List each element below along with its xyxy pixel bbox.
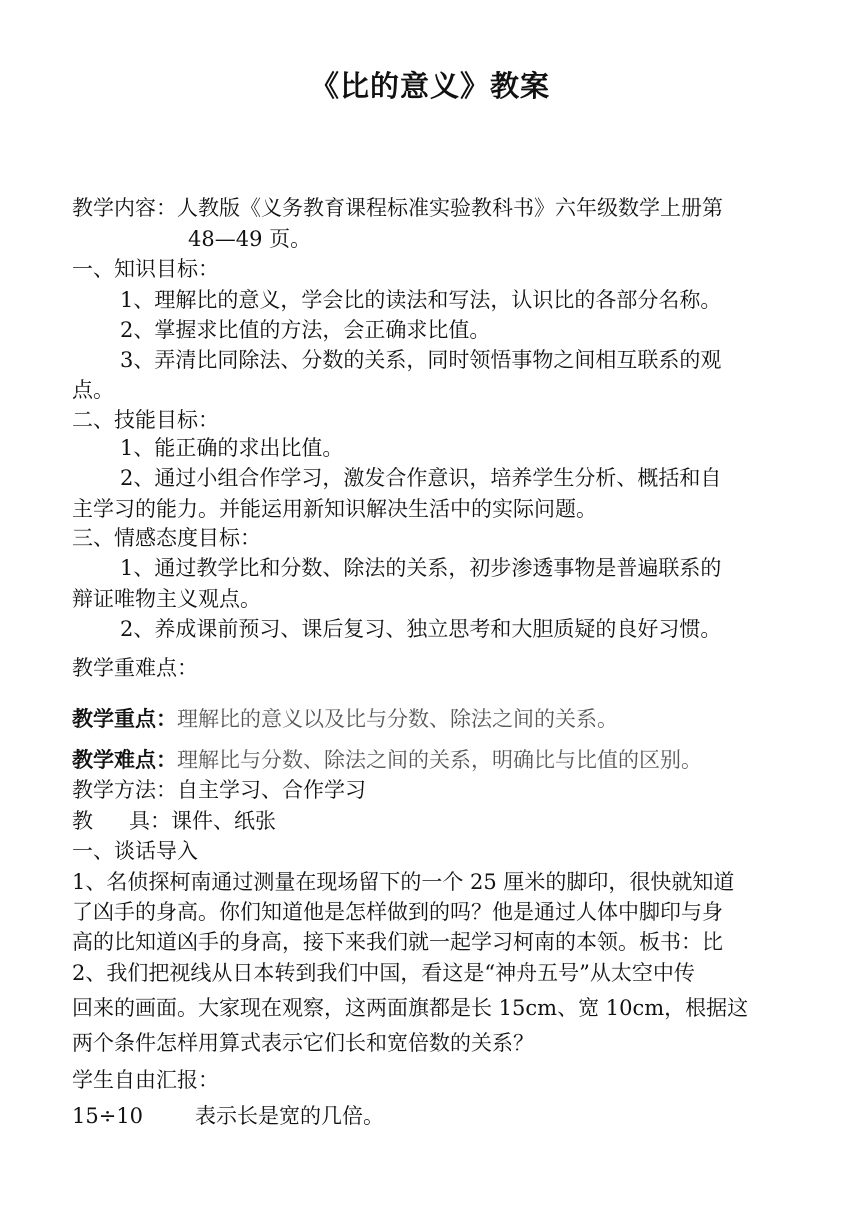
teaching-tools-line <box>72 806 276 836</box>
skill-item-2: 2、通过小组合作学习，激发合作意识，培养学生分析、概括和自 <box>120 466 722 490</box>
section-knowledge-heading: 一、知识目标： <box>72 257 219 281</box>
intro-p2-line-1: 2、我们把视线从日本转到我们中国，看这是“神舟五号”从太空中传 <box>72 961 695 985</box>
student-report: 学生自由汇报： <box>72 1068 219 1092</box>
teaching-content-text: 人教版《义务教育课程标准实验教科书》六年级数学上册第 <box>177 196 723 220</box>
knowledge-item-3-cont: 点。 <box>72 378 114 402</box>
knowledge-item-2: 2、掌握求比值的方法，会正确求比值。 <box>120 318 491 342</box>
teaching-content-label: 教学内容： <box>72 196 177 220</box>
difficult-point-line <box>72 745 702 775</box>
tools-label-a: 教 <box>72 809 93 833</box>
expression-line <box>72 1101 384 1131</box>
emotion-item-2: 2、养成课前预习、课后复习、独立思考和大胆质疑的良好习惯。 <box>120 617 722 641</box>
key-difficult-heading: 教学重难点： <box>72 656 198 680</box>
intro-heading: 一、谈话导入 <box>72 839 198 863</box>
intro-p2-line-2: 回来的画面。大家现在观察，这两面旗都是长 15cm、宽 10cm，根据这 <box>72 996 749 1020</box>
section-skill-heading: 二、技能目标： <box>72 408 219 432</box>
emotion-item-1-cont: 辩证唯物主义观点。 <box>72 587 261 611</box>
expression-formula: 15÷10 <box>72 1104 144 1128</box>
section-emotion-heading: 三、情感态度目标： <box>72 526 261 550</box>
intro-p1-line-3: 高的比知道凶手的身高，接下来我们就一起学习柯南的本领。板书：比 <box>72 930 723 954</box>
skill-item-2-cont: 主学习的能力。并能运用新知识解决生活中的实际问题。 <box>72 497 597 521</box>
difficult-point-label: 教学难点： <box>72 747 177 772</box>
key-point-text: 理解比的意义以及比与分数、除法之间的关系。 <box>177 707 618 731</box>
teaching-content-pages: 48—49 页。 <box>188 227 312 251</box>
intro-p1-line-1: 1、名侦探柯南通过测量在现场留下的一个 25 厘米的脚印，很快就知道 <box>72 870 735 894</box>
key-point-line <box>72 704 618 734</box>
knowledge-item-3: 3、弄清比同除法、分数的关系，同时领悟事物之间相互联系的观 <box>120 348 722 372</box>
key-point-label: 教学重点： <box>72 706 177 731</box>
document-title: 《比的意义》教案 <box>309 69 550 103</box>
intro-p1-line-2: 了凶手的身高。你们知道他是怎样做到的吗？他是通过人体中脚印与身 <box>72 900 723 924</box>
difficult-point-text: 理解比与分数、除法之间的关系，明确比与比值的区别。 <box>177 748 702 772</box>
teaching-content-line <box>72 193 723 223</box>
knowledge-item-1: 1、理解比的意义，学会比的读法和写法，认识比的各部分名称。 <box>120 288 722 312</box>
expression-description: 表示长是宽的几倍。 <box>195 1104 385 1128</box>
tools-label-b: 具：课件、纸张 <box>129 809 276 833</box>
intro-p2-line-3: 两个条件怎样用算式表示它们长和宽倍数的关系？ <box>72 1031 534 1055</box>
teaching-method: 教学方法：自主学习、合作学习 <box>72 778 366 802</box>
skill-item-1: 1、能正确的求出比值。 <box>120 436 344 460</box>
emotion-item-1: 1、通过教学比和分数、除法的关系，初步渗透事物是普遍联系的 <box>120 556 722 580</box>
